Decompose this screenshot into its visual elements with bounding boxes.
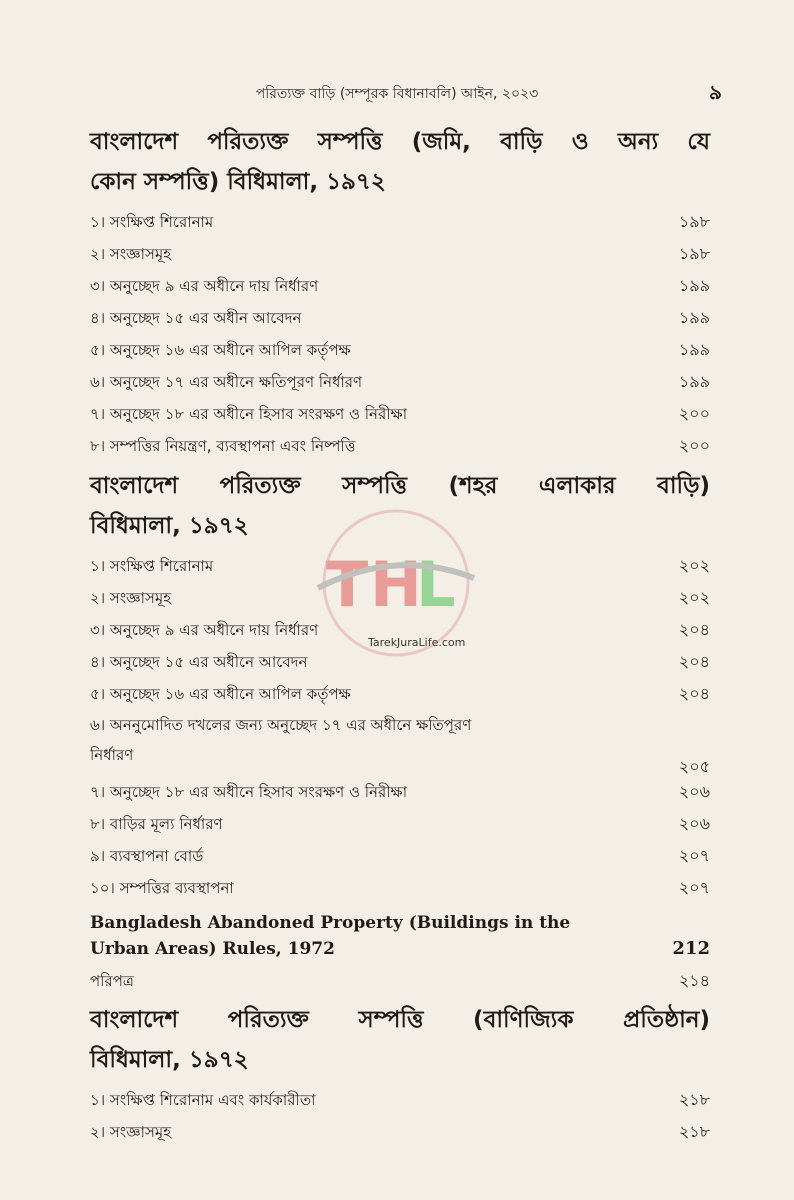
entry-page: ২১৮ [678, 1090, 710, 1109]
entry-page: ১৯৮ [678, 212, 710, 231]
entry-page: ১৯৯ [678, 308, 710, 327]
entry-page: ১৯৯ [678, 372, 710, 391]
entry-title: ৭। অনুচ্ছেদ ১৮ এর অধীনে হিসাব সংরক্ষণ ও নিরীক্ষা [90, 783, 408, 801]
toc-entry[interactable] [90, 270, 710, 302]
entry-page: ২০৬ [678, 814, 710, 833]
toc-entry[interactable] [90, 302, 710, 334]
heading-line: বিধিমালা, ১৯৭২ [90, 1047, 249, 1073]
toc-entry[interactable] [90, 710, 710, 776]
toc-entry[interactable] [90, 964, 710, 996]
entry-title: ২। সংজ্ঞাসমূহ [90, 245, 172, 263]
entry-title: ১। সংক্ষিপ্ত শিরোনাম [90, 557, 214, 575]
section-heading [90, 122, 710, 202]
entry-page: ২১৪ [678, 971, 710, 990]
entry-page: ২০৭ [678, 846, 710, 865]
entry-title-line: ৬। অননুমোদিত দখলের জন্য অনুচ্ছেদ ১৭ এর অধীনে ক্ষতিপূরণ [90, 716, 472, 734]
entry-page: ২০৬ [678, 782, 710, 801]
entry-page: ২০৪ [678, 652, 710, 671]
entry-page: ২০২ [678, 588, 710, 607]
entry-title: ৪। অনুচ্ছেদ ১৫ এর অধীনে আবেদন [90, 653, 308, 671]
svg-text:H: H [370, 548, 422, 621]
toc-entry[interactable] [90, 872, 710, 904]
entry-title-line: Bangladesh Abandoned Property (Buildings in the [90, 913, 571, 933]
entry-title: ৯। ব্যবস্থাপনা বোর্ড [90, 847, 204, 865]
entry-title-line: Urban Areas) Rules, 1972 [90, 939, 335, 959]
toc-entry[interactable] [90, 238, 710, 270]
entry-title [90, 910, 570, 962]
entry-page: ১৯৯ [678, 276, 710, 295]
heading-line: বাংলাদেশ পরিত্যক্ত সম্পত্তি (জমি, বাড়ি ও অন্য যে [90, 129, 710, 155]
heading-line: বিধিমালা, ১৯৭২ [90, 513, 249, 539]
entry-page: ২০৪ [678, 620, 710, 639]
entry-page: ১৯৯ [678, 340, 710, 359]
toc-entry[interactable] [90, 398, 710, 430]
entry-title: ১। সংক্ষিপ্ত শিরোনাম [90, 213, 214, 231]
page-number: ৯ [709, 80, 722, 104]
entry-page: ২১৮ [678, 1122, 710, 1141]
entry-title: ৩। অনুচ্ছেদ ৯ এর অধীনে দায় নির্ধারণ [90, 621, 319, 639]
toc-entry[interactable] [90, 1084, 710, 1116]
toc-entry[interactable] [90, 550, 710, 582]
entry-title: ৫। অনুচ্ছেদ ১৬ এর অধীনে আপিল কর্তৃপক্ষ [90, 685, 351, 703]
entry-title: ৮। বাড়ির মূল্য নির্ধারণ [90, 815, 223, 833]
entry-page: 212 [672, 938, 710, 959]
entry-title: ২। সংজ্ঞাসমূহ [90, 589, 172, 607]
entry-page: ২০২ [678, 556, 710, 575]
heading-line: বাংলাদেশ পরিত্যক্ত সম্পত্তি (শহর এলাকার বাড়ি) [90, 473, 710, 499]
heading-line: কোন সম্পত্তি) বিধিমালা, ১৯৭২ [90, 169, 386, 195]
entry-title: পরিপত্র [90, 972, 134, 990]
section-heading [90, 466, 710, 546]
entry-page: ২০৪ [678, 684, 710, 703]
toc-entry[interactable] [90, 1116, 710, 1148]
toc-entry[interactable] [90, 582, 710, 614]
entry-page: ২০৭ [678, 878, 710, 897]
entry-title-line: নির্ধারণ [90, 746, 134, 764]
section-heading [90, 1000, 710, 1080]
toc-entry[interactable] [90, 334, 710, 366]
toc-entry[interactable] [90, 646, 710, 678]
entry-page: ২০০ [678, 404, 710, 423]
entry-page: ১৯৮ [678, 244, 710, 263]
toc-entry[interactable] [90, 614, 710, 646]
toc-entry[interactable] [90, 206, 710, 238]
entry-title: ৪। অনুচ্ছেদ ১৫ এর অধীন আবেদন [90, 309, 302, 327]
entry-title: ৬। অনুচ্ছেদ ১৭ এর অধীনে ক্ষতিপূরণ নির্ধারণ [90, 373, 363, 391]
toc-entry[interactable] [90, 840, 710, 872]
entry-title: ৩। অনুচ্ছেদ ৯ এর অধীনে দায় নির্ধারণ [90, 277, 319, 295]
entry-title: ৮। সম্পত্তির নিয়ন্ত্রণ, ব্যবস্থাপনা এবং নিষ্পত্তি [90, 437, 356, 455]
watermark-text: TarekJuraLife.com [368, 636, 466, 649]
toc-entry[interactable] [90, 430, 710, 462]
toc-entry[interactable] [90, 776, 710, 808]
entry-title: ৫। অনুচ্ছেদ ১৬ এর অধীনে আপিল কর্তৃপক্ষ [90, 341, 351, 359]
table-of-contents [90, 118, 710, 1148]
heading-line: বাংলাদেশ পরিত্যক্ত সম্পত্তি (বাণিজ্যিক প্রতিষ্ঠান) [90, 1007, 710, 1033]
running-header: পরিত্যক্ত বাড়ি (সম্পূরক বিধানাবলি) আইন, ২০২৩ [255, 86, 539, 102]
toc-entry[interactable] [90, 366, 710, 398]
svg-text:T: T [326, 548, 369, 621]
entry-title: ২। সংজ্ঞাসমূহ [90, 1123, 172, 1141]
entry-page: ২০০ [678, 436, 710, 455]
entry-title: ৭। অনুচ্ছেদ ১৮ এর অধীনে হিসাব সংরক্ষণ ও নিরীক্ষা [90, 405, 408, 423]
entry-title: ১০। সম্পত্তির ব্যবস্থাপনা [90, 879, 234, 897]
entry-page: ২০৫ [678, 757, 710, 776]
entry-title [90, 710, 471, 770]
toc-entry[interactable] [90, 678, 710, 710]
svg-text:L: L [416, 548, 456, 621]
entry-title: ১। সংক্ষিপ্ত শিরোনাম এবং কার্যকারীতা [90, 1091, 316, 1109]
toc-entry[interactable] [90, 808, 710, 840]
toc-entry-english[interactable] [90, 910, 710, 962]
